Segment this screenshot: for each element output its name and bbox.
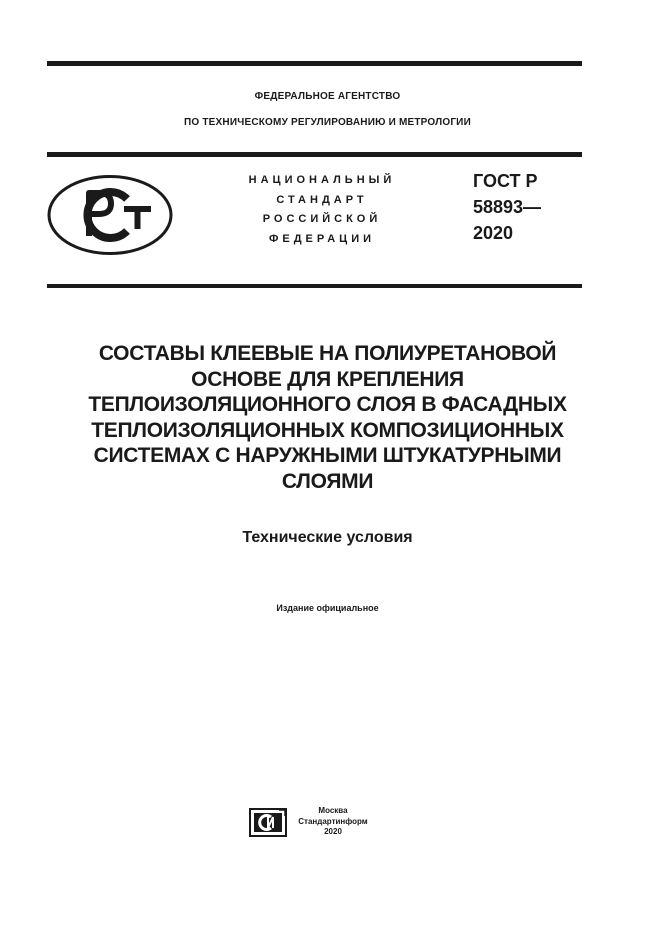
gost-line: 58893— [473, 197, 542, 217]
gost-designation [473, 168, 541, 246]
publisher-year: 2020 [324, 827, 342, 836]
title-line: ТЕПЛОИЗОЛЯЦИОННОГО СЛОЯ В ФАСАДНЫХ [88, 393, 567, 416]
national-line: НАЦИОНАЛЬНЫЙ [248, 174, 396, 186]
publisher-imprint [292, 806, 374, 838]
title-line: СИСТЕМАХ С НАРУЖНЫМИ ШТУКАТУРНЫМИ [93, 444, 562, 467]
national-line: ФЕДЕРАЦИИ [268, 232, 376, 245]
publisher-name: Стандартинформ [298, 816, 368, 826]
gost-line: ГОСТ Р [473, 171, 538, 191]
title-line: ТЕПЛОИЗОЛЯЦИОННЫХ КОМПОЗИЦИОННЫХ [91, 418, 564, 442]
national-line: РОССИЙСКОЙ [262, 213, 382, 225]
standartinform-logo-icon [249, 808, 287, 837]
rst-certification-mark-icon [47, 174, 175, 256]
edition-label: Издание официальное [276, 603, 379, 613]
header-rule [47, 152, 582, 157]
national-standard-label [222, 171, 422, 249]
national-line: СТАНДАРТ [276, 193, 368, 206]
document-title [47, 341, 608, 494]
publisher-city: Москва [318, 806, 348, 815]
top-rule [47, 61, 582, 66]
title-line: ОСНОВЕ ДЛЯ КРЕПЛЕНИЯ [191, 367, 464, 391]
title-line: СОСТАВЫ КЛЕЕВЫЕ НА ПОЛИУРЕТАНОВОЙ [98, 342, 557, 365]
document-subtitle: Технические условия [242, 529, 413, 546]
title-line: СЛОЯМИ [281, 469, 374, 493]
agency-name-line-1: ФЕДЕРАЛЬНОЕ АГЕНТСТВО [254, 91, 401, 102]
agency-name-line-2: ПО ТЕХНИЧЕСКОМУ РЕГУЛИРОВАНИЮ И МЕТРОЛОГИИ [184, 117, 471, 128]
standard-block-rule [47, 284, 582, 288]
gost-line: 2020 [473, 223, 514, 243]
